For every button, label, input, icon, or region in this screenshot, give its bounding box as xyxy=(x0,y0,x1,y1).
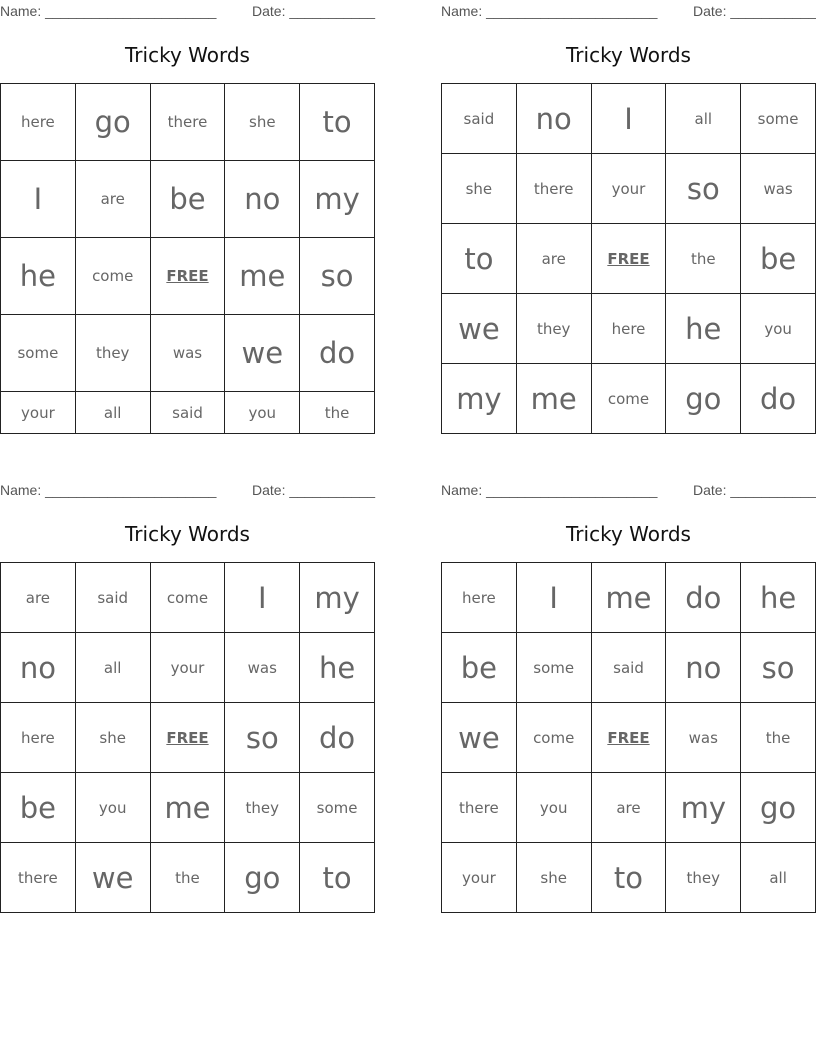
date-field-label: Date: ___________ xyxy=(693,482,816,498)
bingo-card-4 xyxy=(441,479,816,912)
bingo-cell: there xyxy=(150,84,225,161)
bingo-cell: said xyxy=(591,633,666,703)
bingo-cell: I xyxy=(591,84,666,154)
bingo-cell: your xyxy=(1,392,76,434)
bingo-card-1 xyxy=(0,0,375,433)
card-title: Tricky Words xyxy=(566,522,691,546)
bingo-cell: my xyxy=(442,364,517,434)
bingo-cell: some xyxy=(300,773,375,843)
bingo-cell: come xyxy=(150,563,225,633)
bingo-grid xyxy=(441,562,816,913)
card-title: Tricky Words xyxy=(566,43,691,67)
bingo-cell: we xyxy=(442,294,517,364)
bingo-cell: I xyxy=(516,563,591,633)
bingo-cell: there xyxy=(516,154,591,224)
bingo-cell: was xyxy=(741,154,816,224)
bingo-cell: come xyxy=(75,238,150,315)
bingo-cell: to xyxy=(591,843,666,913)
bingo-row xyxy=(1,238,375,315)
bingo-cell: do xyxy=(741,364,816,434)
bingo-cell: they xyxy=(516,294,591,364)
bingo-cell: all xyxy=(741,843,816,913)
bingo-cell: was xyxy=(150,315,225,392)
bingo-row xyxy=(442,154,816,224)
bingo-cell: I xyxy=(225,563,300,633)
bingo-cell: said xyxy=(442,84,517,154)
bingo-row xyxy=(1,563,375,633)
bingo-cell: be xyxy=(1,773,76,843)
bingo-row xyxy=(1,703,375,773)
bingo-row xyxy=(442,563,816,633)
card-header xyxy=(0,3,375,19)
bingo-cell: there xyxy=(1,843,76,913)
bingo-cell: some xyxy=(1,315,76,392)
bingo-row xyxy=(1,773,375,843)
name-field-label: Name: ______________________ xyxy=(441,482,658,498)
free-space: FREE xyxy=(591,703,666,773)
bingo-cell: come xyxy=(591,364,666,434)
name-field-label: Name: ______________________ xyxy=(0,3,217,19)
bingo-cell: some xyxy=(741,84,816,154)
bingo-cell: your xyxy=(150,633,225,703)
bingo-cell: she xyxy=(75,703,150,773)
bingo-cell: she xyxy=(442,154,517,224)
bingo-cell: be xyxy=(442,633,517,703)
bingo-row xyxy=(1,392,375,434)
bingo-cell: said xyxy=(75,563,150,633)
bingo-cell: he xyxy=(666,294,741,364)
bingo-cell: my xyxy=(300,563,375,633)
bingo-cell: be xyxy=(150,161,225,238)
bingo-cell: there xyxy=(442,773,517,843)
bingo-cell: do xyxy=(300,315,375,392)
bingo-grid xyxy=(441,83,816,434)
bingo-cell: he xyxy=(300,633,375,703)
bingo-cell: was xyxy=(666,703,741,773)
bingo-cell: me xyxy=(225,238,300,315)
bingo-cell: you xyxy=(75,773,150,843)
bingo-cell: my xyxy=(300,161,375,238)
bingo-cell: here xyxy=(442,563,517,633)
bingo-cell: so xyxy=(666,154,741,224)
bingo-row xyxy=(442,633,816,703)
bingo-cell: said xyxy=(150,392,225,434)
bingo-row xyxy=(442,364,816,434)
bingo-cell: the xyxy=(666,224,741,294)
bingo-cell: no xyxy=(666,633,741,703)
bingo-cell: you xyxy=(516,773,591,843)
bingo-cell: so xyxy=(225,703,300,773)
bingo-cell: me xyxy=(591,563,666,633)
bingo-cell: here xyxy=(591,294,666,364)
bingo-cell: do xyxy=(300,703,375,773)
bingo-cell: so xyxy=(300,238,375,315)
date-field-label: Date: ___________ xyxy=(252,482,375,498)
bingo-row xyxy=(442,843,816,913)
bingo-card-3 xyxy=(0,479,375,912)
bingo-cell: go xyxy=(225,843,300,913)
bingo-row xyxy=(442,294,816,364)
bingo-cell: the xyxy=(150,843,225,913)
bingo-cell: go xyxy=(666,364,741,434)
bingo-cell: we xyxy=(225,315,300,392)
bingo-cell: so xyxy=(741,633,816,703)
bingo-row xyxy=(1,84,375,161)
bingo-cell: me xyxy=(150,773,225,843)
bingo-cell: go xyxy=(741,773,816,843)
card-title: Tricky Words xyxy=(125,522,250,546)
bingo-cell: all xyxy=(75,633,150,703)
free-space: FREE xyxy=(150,238,225,315)
date-field-label: Date: ___________ xyxy=(693,3,816,19)
bingo-cell: my xyxy=(666,773,741,843)
bingo-cell: me xyxy=(516,364,591,434)
bingo-cell: they xyxy=(225,773,300,843)
bingo-cell: go xyxy=(75,84,150,161)
name-field-label: Name: ______________________ xyxy=(441,3,658,19)
bingo-cell: they xyxy=(75,315,150,392)
bingo-row xyxy=(1,315,375,392)
bingo-cell: are xyxy=(516,224,591,294)
bingo-cell: he xyxy=(741,563,816,633)
bingo-cell: we xyxy=(442,703,517,773)
bingo-cell: the xyxy=(741,703,816,773)
card-header xyxy=(0,482,375,498)
bingo-cell: no xyxy=(516,84,591,154)
bingo-cell: I xyxy=(1,161,76,238)
bingo-cell: he xyxy=(1,238,76,315)
bingo-row xyxy=(442,84,816,154)
card-header xyxy=(441,3,816,19)
bingo-cell: she xyxy=(516,843,591,913)
free-space: FREE xyxy=(150,703,225,773)
bingo-cell: to xyxy=(300,843,375,913)
bingo-cell: you xyxy=(225,392,300,434)
bingo-cell: the xyxy=(300,392,375,434)
bingo-cell: you xyxy=(741,294,816,364)
bingo-cell: no xyxy=(225,161,300,238)
bingo-row xyxy=(1,633,375,703)
bingo-cell: are xyxy=(75,161,150,238)
bingo-cell: to xyxy=(442,224,517,294)
bingo-cell: your xyxy=(591,154,666,224)
bingo-row xyxy=(442,224,816,294)
bingo-cell: here xyxy=(1,703,76,773)
bingo-row xyxy=(1,161,375,238)
bingo-row xyxy=(1,843,375,913)
bingo-card-2 xyxy=(441,0,816,433)
bingo-cell: she xyxy=(225,84,300,161)
bingo-cell: be xyxy=(741,224,816,294)
free-space: FREE xyxy=(591,224,666,294)
bingo-cell: all xyxy=(75,392,150,434)
bingo-row xyxy=(442,703,816,773)
bingo-cell: to xyxy=(300,84,375,161)
date-field-label: Date: ___________ xyxy=(252,3,375,19)
card-title: Tricky Words xyxy=(125,43,250,67)
bingo-grid xyxy=(0,83,375,434)
bingo-cell: they xyxy=(666,843,741,913)
bingo-row xyxy=(442,773,816,843)
name-field-label: Name: ______________________ xyxy=(0,482,217,498)
bingo-cell: come xyxy=(516,703,591,773)
bingo-cell: no xyxy=(1,633,76,703)
bingo-cell: some xyxy=(516,633,591,703)
bingo-cell: here xyxy=(1,84,76,161)
bingo-cell: all xyxy=(666,84,741,154)
bingo-cell: do xyxy=(666,563,741,633)
bingo-grid xyxy=(0,562,375,913)
card-header xyxy=(441,482,816,498)
bingo-cell: are xyxy=(591,773,666,843)
bingo-cell: we xyxy=(75,843,150,913)
bingo-cell: are xyxy=(1,563,76,633)
bingo-cell: your xyxy=(442,843,517,913)
bingo-cell: was xyxy=(225,633,300,703)
